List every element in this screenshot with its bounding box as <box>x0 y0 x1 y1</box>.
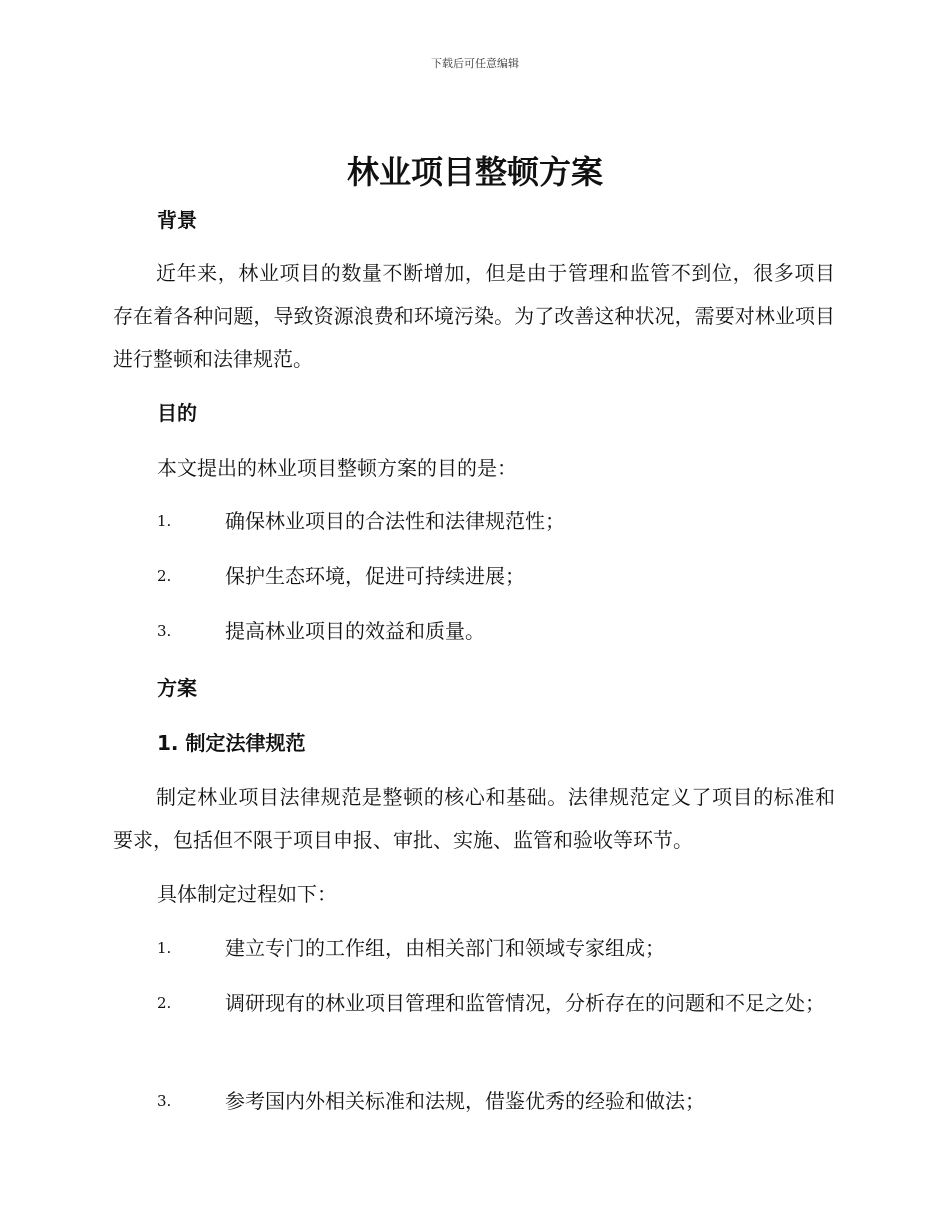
heading-background: 背景 <box>157 208 197 232</box>
process-list-item <box>113 982 835 1025</box>
paragraph-background: 近年来，林业项目的数量不断增加，但是由于管理和监管不到位，很多项目存在着各种问题，导致资源浪费和环境污染。为了改善这种状况，需要对林业项目进行整顿和法律规范。 <box>113 261 835 371</box>
list-number: 1. <box>157 512 172 530</box>
list-text: 参考国内外相关标准和法规，借鉴优秀的经验和做法； <box>225 1089 705 1113</box>
purpose-list-item <box>113 610 835 653</box>
subheading-legal-norms: 1. 制定法律规范 <box>157 731 306 755</box>
heading-purpose: 目的 <box>157 401 197 425</box>
list-number: 3. <box>157 1092 172 1110</box>
list-text: 确保林业项目的合法性和法律规范性； <box>225 509 565 533</box>
list-number: 2. <box>157 994 172 1012</box>
purpose-list-item <box>113 555 835 598</box>
list-number: 3. <box>157 622 172 640</box>
list-number: 2. <box>157 567 172 585</box>
process-list-item <box>113 927 835 970</box>
document-title: 林业项目整顿方案 <box>346 153 603 191</box>
purpose-list-item <box>113 500 835 543</box>
list-text: 提高林业项目的效益和质量。 <box>225 619 485 643</box>
purpose-intro: 本文提出的林业项目整顿方案的目的是： <box>157 456 517 480</box>
list-text: 调研现有的林业项目管理和监管情况，分析存在的问题和不足之处； <box>225 991 825 1015</box>
paragraph-legal-norms: 制定林业项目法律规范是整顿的核心和基础。法律规范定义了项目的标准和要求，包括但不限于项目申报、审批、实施、监管和验收等环节。 <box>113 785 835 852</box>
list-text: 保护生态环境，促进可持续进展； <box>225 564 525 588</box>
process-intro: 具体制定过程如下： <box>157 882 337 906</box>
page-header-note: 下载后可任意编辑 <box>431 57 519 70</box>
list-number: 1. <box>157 939 172 957</box>
process-list-item <box>113 1080 835 1123</box>
heading-plan: 方案 <box>157 676 197 700</box>
list-text: 建立专门的工作组，由相关部门和领域专家组成； <box>225 936 665 960</box>
